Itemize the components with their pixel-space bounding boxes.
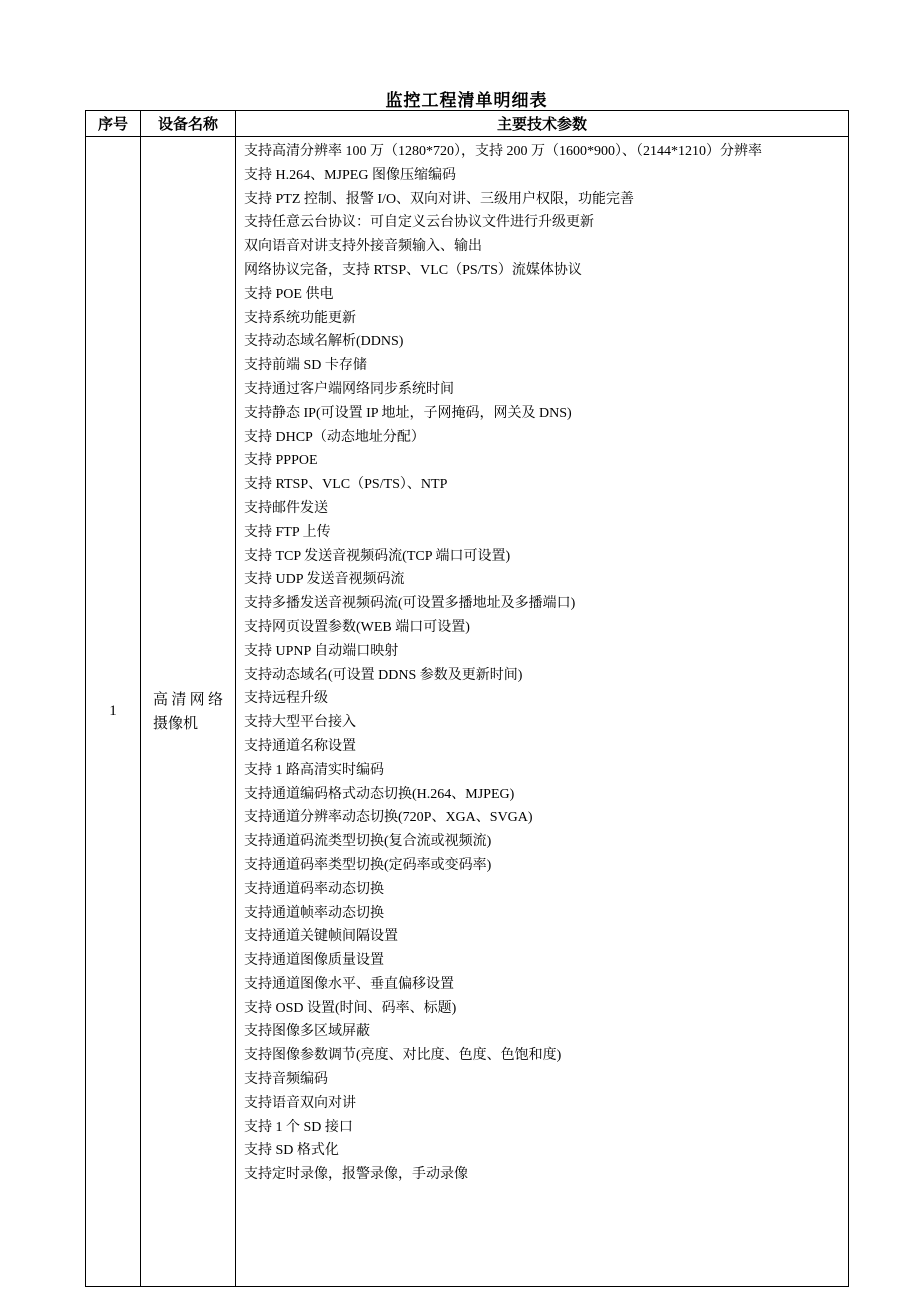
spec-line: 支持图像参数调节(亮度、对比度、色度、色饱和度) <box>244 1048 562 1064</box>
spec-line: 支持 H.264、MJPEG 图像压缩编码 <box>244 167 456 183</box>
spec-line: 支持语音双向对讲 <box>244 1095 356 1111</box>
spec-line: 支持 UPNP 自动端口映射 <box>244 643 399 659</box>
spec-line: 支持通过客户端网络同步系统时间 <box>244 381 454 397</box>
spec-line: 支持网页设置参数(WEB 端口可设置) <box>244 619 470 635</box>
spec-line: 支持通道码流类型切换(复合流或视频流) <box>244 834 492 850</box>
spec-line: 支持 1 路高清实时编码 <box>244 762 384 778</box>
spec-line: 支持 PPPOE <box>244 453 318 469</box>
spec-line: 支持 POE 供电 <box>244 286 334 302</box>
spec-line: 支持前端 SD 卡存储 <box>244 358 367 374</box>
spec-line: 支持 SD 格式化 <box>244 1143 339 1159</box>
spec-line: 支持音频编码 <box>244 1072 328 1088</box>
spec-line: 支持多播发送音视频码流(可设置多播地址及多播端口) <box>244 596 576 612</box>
spec-line: 支持高清分辨率 100 万（1280*720），支持 200 万（1600*900）、（2144*1210）分辨率 <box>244 144 762 159</box>
spec-line: 双向语音对讲支持外接音频输入、输出 <box>244 239 482 255</box>
spec-line: 支持通道编码格式动态切换(H.264、MJPEG) <box>244 786 515 802</box>
spec-line: 支持通道分辨率动态切换(720P、XGA、SVGA) <box>244 810 533 826</box>
column-header-device: 设备名称 <box>141 111 236 137</box>
spec-line: 支持 DHCP（动态地址分配） <box>244 429 425 445</box>
spec-line: 支持 FTP 上传 <box>244 524 331 540</box>
spec-line: 支持 UDP 发送音视频码流 <box>244 572 405 588</box>
spec-line: 支持 OSD 设置(时间、码率、标题) <box>244 1000 457 1016</box>
spec-line: 支持通道关键帧间隔设置 <box>244 929 398 945</box>
spec-list <box>236 137 849 1287</box>
spec-line: 支持动态域名解析(DDNS) <box>244 334 404 350</box>
spec-line: 网络协议完备，支持 RTSP、VLC（PS/TS）流媒体协议 <box>244 262 582 278</box>
spec-line: 支持 1 个 SD 接口 <box>244 1119 353 1135</box>
spec-table <box>85 110 849 1287</box>
spec-line: 支持通道码率动态切换 <box>244 881 384 897</box>
spec-line: 支持通道帧率动态切换 <box>244 905 384 921</box>
spec-line: 支持静态 IP(可设置 IP 地址，子网掩码，网关及 DNS) <box>244 405 572 421</box>
spec-line: 支持通道图像水平、垂直偏移设置 <box>244 976 454 992</box>
spec-line: 支持 PTZ 控制、报警 I/O、双向对讲、三级用户权限，功能完善 <box>244 191 635 207</box>
device-name: 高清网络摄像机 <box>153 691 223 732</box>
spec-line: 支持系统功能更新 <box>244 310 356 326</box>
spec-line: 支持邮件发送 <box>244 500 328 516</box>
column-header-index: 序号 <box>86 111 141 137</box>
row-index: 1 <box>86 137 141 1287</box>
table-row <box>86 137 849 1287</box>
spec-line: 支持图像多区域屏蔽 <box>244 1024 370 1040</box>
spec-line: 支持通道图像质量设置 <box>244 953 384 969</box>
spec-line: 支持通道码率类型切换(定码率或变码率) <box>244 857 492 873</box>
spec-line: 支持 RTSP、VLC（PS/TS）、NTP <box>244 477 448 493</box>
device-name-cell <box>141 137 236 1287</box>
table-header-row <box>86 111 849 137</box>
spec-line: 支持任意云台协议：可自定义云台协议文件进行升级更新 <box>244 215 594 231</box>
spec-line: 支持定时录像，报警录像，手动录像 <box>244 1167 468 1183</box>
spec-line: 支持 TCP 发送音视频码流(TCP 端口可设置) <box>244 548 511 564</box>
column-header-specs: 主要技术参数 <box>236 111 849 137</box>
page-title: 监控工程清单明细表 <box>385 91 548 110</box>
spec-line: 支持大型平台接入 <box>244 715 356 731</box>
spec-line: 支持远程升级 <box>244 691 328 707</box>
spec-line: 支持通道名称设置 <box>244 738 356 754</box>
spec-line: 支持动态域名(可设置 DDNS 参数及更新时间) <box>244 667 523 683</box>
